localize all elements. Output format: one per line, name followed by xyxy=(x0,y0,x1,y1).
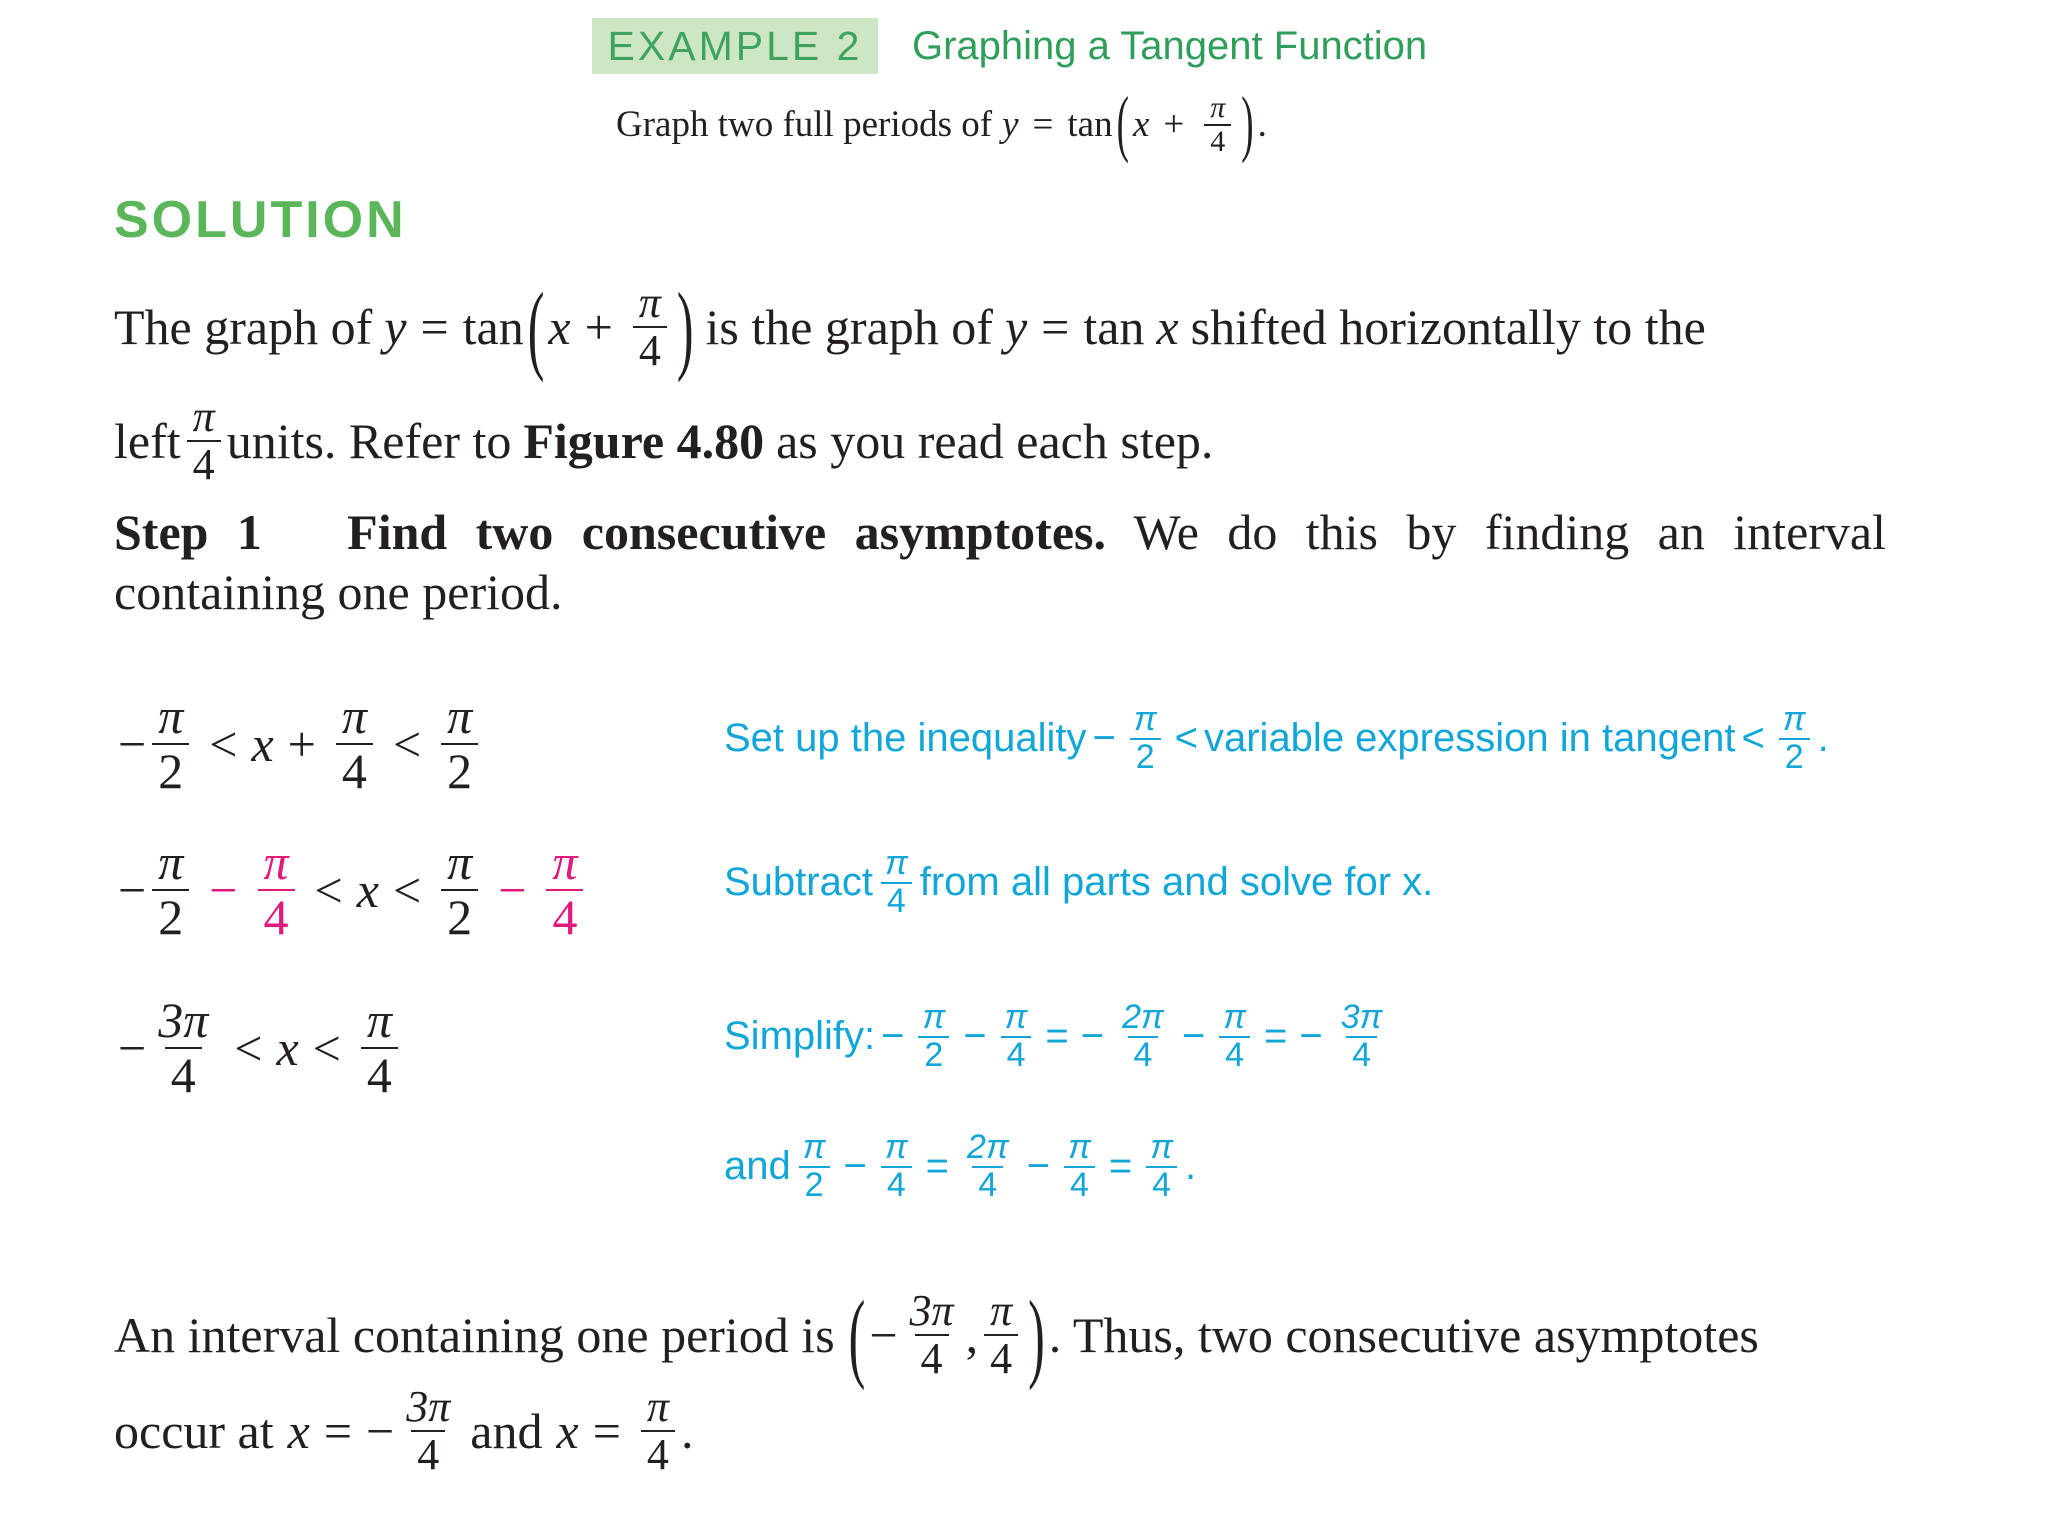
fraction-pi-over-4 xyxy=(984,1288,1018,1382)
tan-fn: tan xyxy=(462,299,524,356)
fraction-pi-over-4 xyxy=(1144,1130,1179,1203)
fraction-pi-over-4 xyxy=(1062,1130,1097,1203)
right-paren: ) xyxy=(1241,83,1254,166)
denominator: 4 xyxy=(1204,124,1231,158)
numerator: 3π xyxy=(1340,998,1383,1036)
fraction-pi-over-4 xyxy=(999,1000,1034,1073)
numerator: π xyxy=(1150,1128,1173,1166)
denominator: 2 xyxy=(441,889,478,944)
denominator: 4 xyxy=(1128,1036,1159,1074)
plus: + xyxy=(584,299,613,356)
denominator: 4 xyxy=(915,1334,949,1382)
step-text: We do this by finding an interval containing one period. xyxy=(114,504,1886,620)
numerator: π xyxy=(1782,700,1806,738)
fraction-pi-over-2 xyxy=(441,836,478,943)
var-x: x xyxy=(287,1403,310,1460)
minus: − xyxy=(1299,1014,1323,1059)
step-1-paragraph xyxy=(114,502,1886,622)
note-text: and xyxy=(724,1144,791,1189)
note-set-up-inequality xyxy=(724,702,1829,775)
numerator: π xyxy=(884,844,908,882)
var-x: x xyxy=(1132,104,1150,145)
period: . xyxy=(1817,716,1829,761)
var-x: x xyxy=(276,1019,299,1076)
fraction-pi-over-4 xyxy=(641,1384,675,1478)
equals: = xyxy=(420,299,449,356)
example-badge: EXAMPLE 2 xyxy=(592,18,878,74)
inequality-row-3 xyxy=(118,994,404,1101)
equals: = xyxy=(925,1144,950,1189)
minus: − xyxy=(869,1307,898,1364)
denominator: 4 xyxy=(633,326,667,374)
fraction-pi-over-4 xyxy=(1204,92,1231,157)
less-than: < xyxy=(1741,716,1765,761)
conclusion-line-1 xyxy=(114,1279,1759,1392)
note-text: Subtract xyxy=(724,860,873,905)
denominator: 4 xyxy=(641,1430,675,1478)
conclusion-text: An interval containing one period is xyxy=(114,1307,835,1364)
minus-highlighted: − xyxy=(209,861,238,918)
equals: = xyxy=(592,1403,621,1460)
fraction-pi-over-2 xyxy=(797,1130,832,1203)
var-y: y xyxy=(384,299,407,356)
fraction-3pi-over-4 xyxy=(904,1288,960,1382)
inequality-row-2 xyxy=(118,836,589,943)
fraction-pi-over-4 xyxy=(187,394,221,488)
solution-heading: SOLUTION xyxy=(114,191,407,249)
fraction-pi-over-4 xyxy=(879,846,914,919)
denominator: 4 xyxy=(546,889,583,944)
denominator: 4 xyxy=(972,1166,1003,1204)
numerator: π xyxy=(884,1128,908,1166)
fraction-pi-over-4 xyxy=(633,280,667,374)
right-paren: ) xyxy=(676,271,694,384)
fraction-pi-over-2 xyxy=(917,1000,952,1073)
fraction-2pi-over-4 xyxy=(961,1130,1015,1203)
tan-fn: tan xyxy=(1083,299,1145,356)
numerator: π xyxy=(922,998,946,1036)
intro-text: is the graph of xyxy=(705,299,993,356)
minus: − xyxy=(843,1144,867,1189)
step-heading: Find two consecutive asymptotes. xyxy=(347,504,1106,560)
numerator: 3π xyxy=(406,1382,451,1431)
denominator: 4 xyxy=(881,1166,912,1204)
minus: − xyxy=(1092,716,1116,761)
fraction-pi-over-4 xyxy=(361,994,398,1101)
intro-line-1 xyxy=(114,271,1706,384)
numerator: π xyxy=(192,392,215,441)
minus: − xyxy=(366,1403,395,1460)
less-than: < xyxy=(1174,716,1198,761)
plus: + xyxy=(287,715,316,772)
inequality-row-1 xyxy=(118,690,484,797)
right-paren: ) xyxy=(1028,1279,1045,1392)
period: . xyxy=(680,1403,694,1460)
minus: − xyxy=(118,715,147,772)
intro-text: as you read each step. xyxy=(776,413,1214,470)
fraction-pi-over-4 xyxy=(336,690,373,797)
period: . xyxy=(1257,104,1267,145)
fraction-pi-over-4-highlighted xyxy=(257,836,294,943)
numerator: π xyxy=(1210,91,1226,124)
note-text: Simplify: xyxy=(724,1014,876,1059)
numerator: π xyxy=(263,834,289,890)
tan-fn: tan xyxy=(1067,104,1113,145)
denominator: 4 xyxy=(187,440,221,488)
fraction-3pi-over-4 xyxy=(152,994,214,1101)
fraction-pi-over-2 xyxy=(1777,702,1812,775)
fraction-3pi-over-4 xyxy=(400,1384,456,1478)
numerator: π xyxy=(646,1382,669,1431)
fraction-pi-over-2 xyxy=(152,836,189,943)
fraction-pi-over-2 xyxy=(441,690,478,797)
denominator: 4 xyxy=(1064,1166,1095,1204)
numerator: π xyxy=(1133,700,1157,738)
var-y: y xyxy=(1002,104,1019,145)
numerator: 2π xyxy=(1122,998,1164,1036)
minus: − xyxy=(1181,1014,1206,1059)
minus: − xyxy=(118,1019,147,1076)
denominator: 4 xyxy=(165,1047,202,1102)
period: . xyxy=(1185,1144,1197,1189)
minus-highlighted: − xyxy=(498,861,527,918)
denominator: 4 xyxy=(1146,1166,1177,1204)
minus: − xyxy=(1080,1014,1105,1059)
fraction-pi-over-2 xyxy=(152,690,189,797)
numerator: π xyxy=(158,834,184,890)
fraction-pi-over-4 xyxy=(879,1130,914,1203)
less-than: < xyxy=(209,715,238,772)
numerator: 2π xyxy=(967,1128,1009,1166)
var-y: y xyxy=(1004,299,1028,356)
less-than: < xyxy=(392,715,422,772)
var-x: x xyxy=(1156,299,1179,356)
comma: , xyxy=(965,1307,979,1364)
var-x: x xyxy=(548,299,571,356)
denominator: 4 xyxy=(258,889,295,944)
denominator: 2 xyxy=(918,1036,949,1074)
fraction-3pi-over-4 xyxy=(1335,1000,1389,1073)
numerator: π xyxy=(552,834,578,890)
intro-text: units. Refer to xyxy=(226,413,512,470)
equals: = xyxy=(1032,104,1054,145)
conclusion-text: and xyxy=(470,1403,543,1460)
less-than: < xyxy=(234,1019,263,1076)
denominator: 2 xyxy=(441,743,478,798)
denominator: 4 xyxy=(336,743,373,798)
intro-text: The graph of xyxy=(114,299,373,356)
conclusion-line-2 xyxy=(114,1384,693,1478)
numerator: π xyxy=(1004,998,1028,1036)
denominator: 4 xyxy=(1219,1036,1250,1074)
note-and xyxy=(724,1130,1196,1203)
note-text: variable expression in tangent xyxy=(1203,716,1736,761)
numerator: π xyxy=(447,688,473,744)
numerator: π xyxy=(158,688,184,744)
equals: = xyxy=(1108,1144,1133,1189)
denominator: 2 xyxy=(799,1166,830,1204)
numerator: π xyxy=(1223,998,1246,1036)
var-x: x xyxy=(556,1403,579,1460)
note-text: Set up the inequality xyxy=(724,716,1087,761)
numerator: π xyxy=(1068,1128,1091,1166)
fraction-pi-over-4 xyxy=(1217,1000,1252,1073)
problem-lead: Graph two full periods of xyxy=(616,104,993,145)
intro-text: shifted horizontally to the xyxy=(1190,299,1706,356)
denominator: 4 xyxy=(881,882,912,920)
less-than: < xyxy=(314,861,343,918)
left-paren: ( xyxy=(848,1279,866,1392)
note-simplify xyxy=(724,1000,1394,1073)
denominator: 2 xyxy=(1130,738,1161,776)
equals: = xyxy=(1045,1014,1069,1059)
var-x: x xyxy=(251,715,274,772)
intro-text: left xyxy=(114,413,181,470)
problem-statement xyxy=(616,83,1267,166)
numerator: π xyxy=(802,1128,826,1166)
numerator: π xyxy=(341,688,367,744)
note-subtract xyxy=(724,846,1433,919)
denominator: 2 xyxy=(152,743,189,798)
numerator: π xyxy=(990,1286,1013,1335)
fraction-pi-over-4-highlighted xyxy=(546,836,583,943)
conclusion-text: . Thus, two consecutive asymptotes xyxy=(1048,1307,1759,1364)
numerator: π xyxy=(447,834,473,890)
plus: + xyxy=(1163,104,1185,145)
left-paren: ( xyxy=(1116,83,1129,166)
equals: = xyxy=(1263,1014,1288,1059)
var-x: x xyxy=(356,861,379,918)
note-text: from all parts and solve for x. xyxy=(919,860,1434,905)
fraction-2pi-over-4 xyxy=(1116,1000,1170,1073)
less-than: < xyxy=(392,861,422,918)
equals: = xyxy=(323,1403,353,1460)
minus: − xyxy=(1026,1144,1051,1189)
conclusion-text: occur at xyxy=(114,1403,274,1460)
minus: − xyxy=(881,1014,905,1059)
fraction-pi-over-2 xyxy=(1128,702,1163,775)
example-title: Graphing a Tangent Function xyxy=(912,24,1428,68)
denominator: 4 xyxy=(1346,1036,1377,1074)
less-than: < xyxy=(312,1019,341,1076)
figure-reference: Figure 4.80 xyxy=(523,413,765,470)
numerator: 3π xyxy=(909,1286,954,1335)
left-paren: ( xyxy=(527,271,545,384)
denominator: 2 xyxy=(152,889,189,944)
denominator: 4 xyxy=(361,1047,398,1102)
denominator: 2 xyxy=(1779,738,1810,776)
step-label: Step 1 xyxy=(114,504,262,560)
numerator: π xyxy=(366,992,392,1048)
equals: = xyxy=(1041,299,1070,356)
numerator: 3π xyxy=(158,992,209,1048)
intro-line-2 xyxy=(114,394,1213,488)
minus: − xyxy=(963,1014,987,1059)
numerator: π xyxy=(638,278,661,327)
denominator: 4 xyxy=(984,1334,1018,1382)
minus: − xyxy=(118,861,147,918)
denominator: 4 xyxy=(1001,1036,1032,1074)
denominator: 4 xyxy=(411,1430,445,1478)
